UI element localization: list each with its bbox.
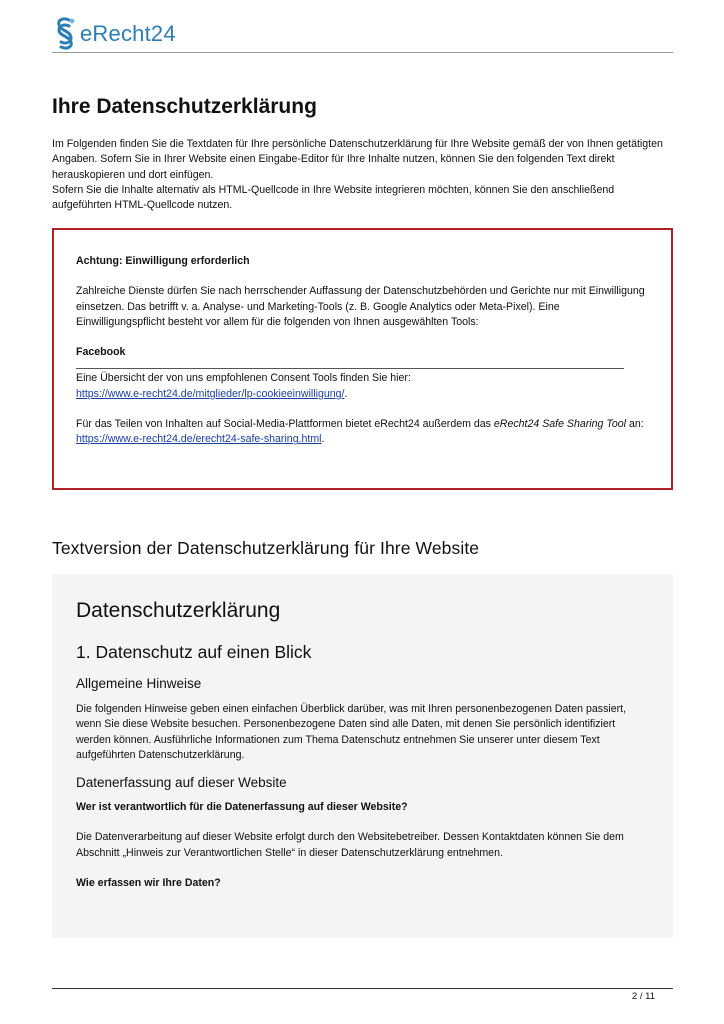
consent-tools-link[interactable]: https://www.e-recht24.de/mitglieder/lp-cookieeinwilligung/ <box>76 387 345 400</box>
section-heading: 1. Datenschutz auf einen Blick <box>76 642 312 662</box>
panel-title: Datenschutzerklärung <box>76 599 281 622</box>
logo-text: eRecht24 <box>80 21 176 46</box>
textversion-heading: Textversion der Datenschutzerklärung für Ihre Website <box>52 538 480 558</box>
period: . <box>344 387 348 400</box>
page-number: 2 / 11 <box>631 991 655 1002</box>
erecht24-logo <box>52 16 176 52</box>
document-page <box>52 0 673 1024</box>
footer-divider <box>52 988 673 989</box>
header-divider <box>52 52 673 53</box>
section-text: Die Datenverarbeitung auf dieser Website erfolgt durch den Websitebetreiber. Dessen Kontaktdaten können Sie dem Abschnitt „Hinweis zur Verantwortlichen Stelle“ in dieser Datenschutzerklärung entnehmen. <box>76 831 624 859</box>
privacy-text-panel <box>52 574 673 938</box>
period: . <box>321 433 325 446</box>
consent-warning-box <box>52 228 673 490</box>
consent-tools-text: Eine Übersicht der von uns empfohlenen Consent Tools finden Sie hier: <box>76 372 411 385</box>
intro-paragraph: Sofern Sie die Inhalte alternativ als HTML-Quellcode in Ihre Website integrieren möchten, können Sie den anschließend aufgeführten HTML-Quellcode nutzen. <box>52 183 615 212</box>
consent-warning-text: Zahlreiche Dienste dürfen Sie nach herrschender Auffassung der Datenschutzbehörden und Gerichte nur mit Einwilligung einsetzen. Das betrifft v. a. Analyse- und Marketing-Tools (z. B. Google Analytics oder Meta-Pixel). Eine Einwilligungspflicht besteht vor allem für die folgenden von Ihnen ausgewählten Tools: <box>76 285 645 328</box>
subsection-heading: Allgemeine Hinweise <box>76 676 202 691</box>
page-title: Ihre Datenschutzerklärung <box>52 95 317 118</box>
safe-sharing-line <box>76 432 648 447</box>
tool-divider <box>76 368 624 369</box>
safe-sharing-link[interactable]: https://www.e-recht24.de/erecht24-safe-sharing.html <box>76 433 322 446</box>
selected-tool: Facebook <box>76 346 126 359</box>
question-heading: Wer ist verantwortlich für die Datenerfassung auf dieser Website? <box>76 801 408 814</box>
intro-text <box>52 137 673 213</box>
safe-sharing-tool-name: eRecht24 Safe Sharing Tool <box>493 418 627 431</box>
question-heading: Wie erfassen wir Ihre Daten? <box>76 877 221 890</box>
section-text: Die folgenden Hinweise geben einen einfachen Überblick darüber, was mit Ihren personenbezogenen Daten passiert, wenn Sie diese Website besuchen. Personenbezogene Daten sind alle Daten, mit denen Sie persönlich identifiziert werden können. Ausführliche Informationen zum Thema Datenschutz entnehmen Sie unserer unter diesem Text aufgeführten Datenschutzerklärung. <box>76 703 627 761</box>
safe-sharing-text <box>76 417 648 432</box>
consent-warning-title: Achtung: Einwilligung erforderlich <box>76 255 250 267</box>
intro-paragraph: Im Folgenden finden Sie die Textdaten für Ihre persönliche Datenschutzerklärung für Ihre Website gemäß der von Ihnen getätigten Angaben. Sofern Sie in Ihrer Website einen Eingabe-Editor für Ihre Inhalte nutzen, können Sie den folgenden Text direkt herauskopieren und dort einfügen. <box>52 138 663 181</box>
safe-sharing-text-end: an: <box>626 418 644 431</box>
subsection-heading: Datenerfassung auf dieser Website <box>76 775 287 791</box>
section-sign-icon <box>52 16 78 52</box>
consent-tools-line <box>76 387 648 402</box>
safe-sharing-text-start: Für das Teilen von Inhalten auf Social-Media-Plattformen bietet eRecht24 außerdem das <box>76 418 494 431</box>
